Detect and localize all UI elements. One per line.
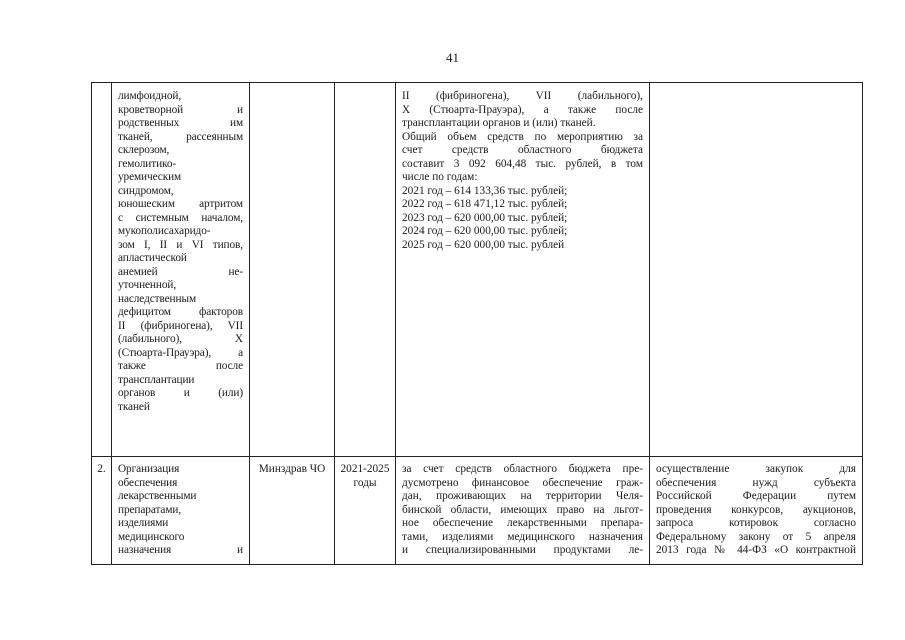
period-line: годы (353, 476, 377, 489)
result-line: 2013 года № 44-ФЗ «О контрактной (656, 544, 856, 556)
name-line: медицинского (118, 530, 185, 543)
result-line: запроса котировок согласно (656, 517, 856, 529)
description-line: дан, проживающих на территории Челя- (402, 490, 643, 502)
description-line: и специализированными продуктами ле- (402, 544, 643, 556)
name-line: кроветворной и (118, 103, 243, 116)
cell-expected-result (650, 457, 863, 565)
description-line: дусмотрено финансовое обеспечение граж- (402, 476, 643, 489)
cell-executor: Минздрав ЧО (250, 457, 335, 565)
description-line: 2023 год – 620 000,00 тыс. рублей; (402, 211, 568, 224)
name-line: юношеским артритом (118, 198, 243, 210)
result-line: осуществление закупок для (656, 463, 856, 475)
cell-measure-name (112, 457, 250, 565)
name-line: с системным началом, (118, 211, 243, 224)
description-line: числе по годам: (402, 171, 478, 183)
description-line: Общий объем средств по мероприятию за (402, 130, 643, 143)
description-line: 2025 год – 620 000,00 тыс. рублей (402, 238, 565, 251)
cell-expected-result (650, 83, 863, 457)
name-line: склерозом, (118, 144, 170, 156)
name-line: уремическим (118, 171, 182, 183)
name-line: родственных им (118, 117, 243, 129)
description-line: X (Стюарта-Прауэра), а также после (402, 103, 643, 116)
result-line: проведения конкурсов, аукционов, (656, 503, 856, 516)
name-line: синдромом, (118, 184, 174, 197)
program-measures-table (91, 82, 863, 565)
name-line: апластической (118, 252, 187, 264)
cell-description (396, 83, 650, 457)
description-line: ное обеспечение лекарственными препара- (402, 517, 643, 529)
description-line: составит 3 092 604,48 тыс. рублей, в том (402, 157, 643, 170)
page-number: 41 (446, 50, 459, 65)
description-line: бинской области, имеющих право на льгот- (402, 503, 643, 516)
cell-period (335, 457, 396, 565)
name-line: изделиями (118, 517, 169, 529)
cell-number: 2. (92, 457, 112, 565)
result-line: обеспечения нужд субъекта (656, 476, 856, 489)
table-row (92, 457, 863, 565)
name-line: (Стюарта-Прауэра), а (118, 346, 243, 359)
name-line: мукополисахаридо- (118, 225, 211, 237)
description-line: трансплантации органов и (или) тканей. (402, 117, 596, 129)
name-line: анемией не- (118, 265, 243, 278)
cell-measure-name (112, 83, 250, 457)
description-line: 2024 год – 620 000,00 тыс. рублей; (402, 225, 568, 237)
name-line: лекарственными (118, 490, 197, 502)
period-line: 2021-2025 (340, 463, 390, 475)
name-line: дефицитом факторов (118, 306, 243, 318)
description-line: счет средств областного бюджета (402, 144, 643, 156)
name-line: тканей, рассеянным (118, 130, 243, 143)
name-line: органов и (или) (118, 387, 243, 399)
cell-period (335, 83, 396, 457)
cell-description (396, 457, 650, 565)
cell-executor (250, 83, 335, 457)
cell-number (92, 83, 112, 457)
name-line: (лабильного), X (118, 333, 243, 345)
name-line: зом I, II и VI типов, (118, 238, 243, 251)
name-line: препаратами, (118, 503, 182, 516)
result-line: Федеральному закону от 5 апреля (656, 530, 856, 543)
name-line: трансплантации (118, 373, 195, 386)
name-line: Организация (118, 463, 180, 475)
name-line: уточненной, (118, 279, 177, 291)
name-line: лимфоидной, (118, 90, 182, 102)
table-row-continued (92, 83, 863, 457)
description-line: 2021 год – 614 133,36 тыс. рублей; (402, 184, 568, 197)
name-line: гемолитико- (118, 157, 177, 170)
name-line: наследственным (118, 292, 196, 305)
name-line: II (фибриногена), VII (118, 319, 243, 332)
description-line: за счет средств областного бюджета пре- (402, 463, 643, 475)
description-line: II (фибриногена), VII (лабильного), (402, 90, 643, 102)
result-line: Российской Федерации путем (656, 490, 856, 502)
description-line: тами, изделиями медицинского назначения (402, 530, 643, 543)
name-line: тканей (118, 400, 150, 413)
description-line: 2022 год – 618 471,12 тыс. рублей; (402, 198, 568, 210)
name-line: также после (118, 360, 243, 372)
name-line: назначения и (118, 544, 243, 556)
name-line: обеспечения (118, 476, 178, 489)
